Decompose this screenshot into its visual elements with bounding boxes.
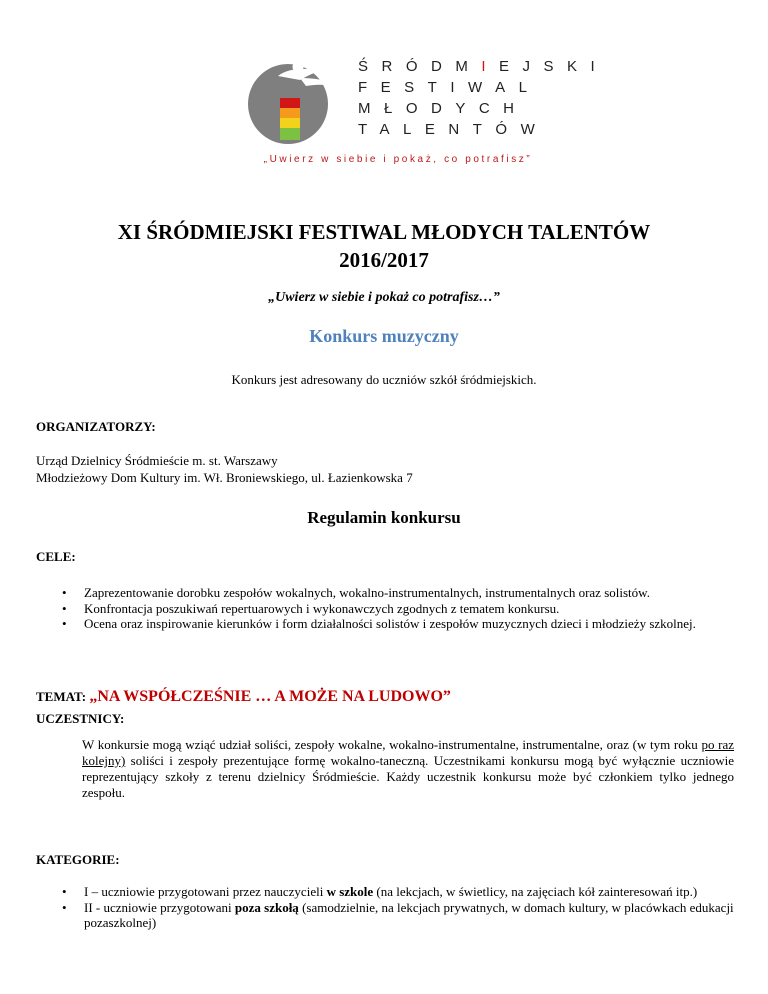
motto: „Uwierz w siebie i pokaż co potrafisz…” [268,290,500,305]
bullet-icon: • [62,884,67,899]
category-bold: poza szkołą [234,899,299,915]
list-item [36,616,726,632]
category-bold: w szkole [326,884,374,899]
intro-text: Konkurs jest adresowany do uczniów szkół śródmiejskich. [231,372,537,387]
logo-word-festiwal: FESTIWAL [358,79,541,96]
organizer-1: Urząd Dzielnicy Śródmieście m. st. Warszawy [36,453,278,468]
document-title [0,218,768,274]
goal-text: Ocena oraz inspirowanie kierunków i form działalności solistów i zespołów muzycznych dzieci i młodzieży szkolnej. [84,616,696,631]
bullet-icon: • [62,616,67,631]
list-item [36,585,726,601]
bullet-icon: • [62,585,67,600]
participants-heading: UCZESTNICY: [36,711,125,726]
bullet-icon: • [62,899,67,915]
logo-word-talentow: TALENTÓW [358,121,549,138]
logo-tagline: „Uwierz w siebie i pokaż, co potrafisz” [263,154,533,165]
logo-word-mlodych: MŁODYCH [358,100,528,117]
logo-word-1-end: EJSKI [499,58,609,75]
logo-figure-icon [248,50,358,150]
topic-label: TEMAT: [36,689,87,704]
title-line-1: XI ŚRÓDMIEJSKI FESTIWAL MŁODYCH TALENTÓW [117,220,651,244]
logo-word-1-start: ŚRÓDM [358,58,482,75]
category-text-after: (na lekcjach, w świetlicy, na zajęciach kół zainteresowań itp.) [373,884,698,899]
goal-text: Zaprezentowanie dorobku zespołów wokalnych, wokalno-instrumentalnych, instrumentalnych oraz solistów. [84,585,650,600]
organizers-list [36,452,413,486]
logo-word-1-accent: I [481,58,500,75]
participants-paragraph [82,737,734,801]
topic-value: „NA WSPÓŁCZEŚNIE … A MOŻE NA LUDOWO” [89,688,451,705]
list-item [36,601,726,617]
list-item [36,900,736,931]
organizers-heading: ORGANIZATORZY: [36,419,156,434]
title-line-2: 2016/2017 [339,248,429,272]
categories-heading: KATEGORIE: [36,852,120,867]
participants-text-1: W konkursie mogą wziąć udział soliści, zespoły wokalne, wokalno-instrumentalne, instrumentalne, oraz (w tym roku [82,737,702,752]
participants-text-2: soliści i zespoły prezentujące formę wokalno-taneczną. Uczestnikami konkursu mogą być wyłącznie uczniowie reprezentujący szkoły z terenu dzielnicy Śródmieście. Każdy uczestnik konkursu może być członkiem tylko jednego zespołu. [82,753,734,800]
regulations-title: Regulamin konkursu [307,508,461,527]
goal-text: Konfrontacja poszukiwań repertuarowych i wykonawczych zgodnych z tematem konkursu. [84,600,560,616]
logo-word-srodmiejski [358,56,609,77]
subtitle: Konkurs muzyczny [309,326,459,346]
logo-wordmark [358,56,609,140]
festival-logo [248,50,609,170]
topic-line [36,688,451,706]
goals-list [36,585,726,632]
participants-underlined: po raz kolejny) [82,737,734,768]
category-text-before: II - uczniowie przygotowani [84,899,235,915]
organizer-2: Młodzieżowy Dom Kultury im. Wł. Broniewskiego, ul. Łazienkowska 7 [36,470,413,485]
list-item [36,884,736,900]
goals-heading: CELE: [36,549,76,564]
bullet-icon: • [62,600,67,616]
category-text-after: (samodzielnie, na lekcjach prywatnych, w domach kultury, w placówkach edukacji pozaszkolnej) [84,899,734,930]
category-text-before: I – uczniowie przygotowani przez nauczycieli [84,884,327,899]
categories-list [36,884,736,931]
